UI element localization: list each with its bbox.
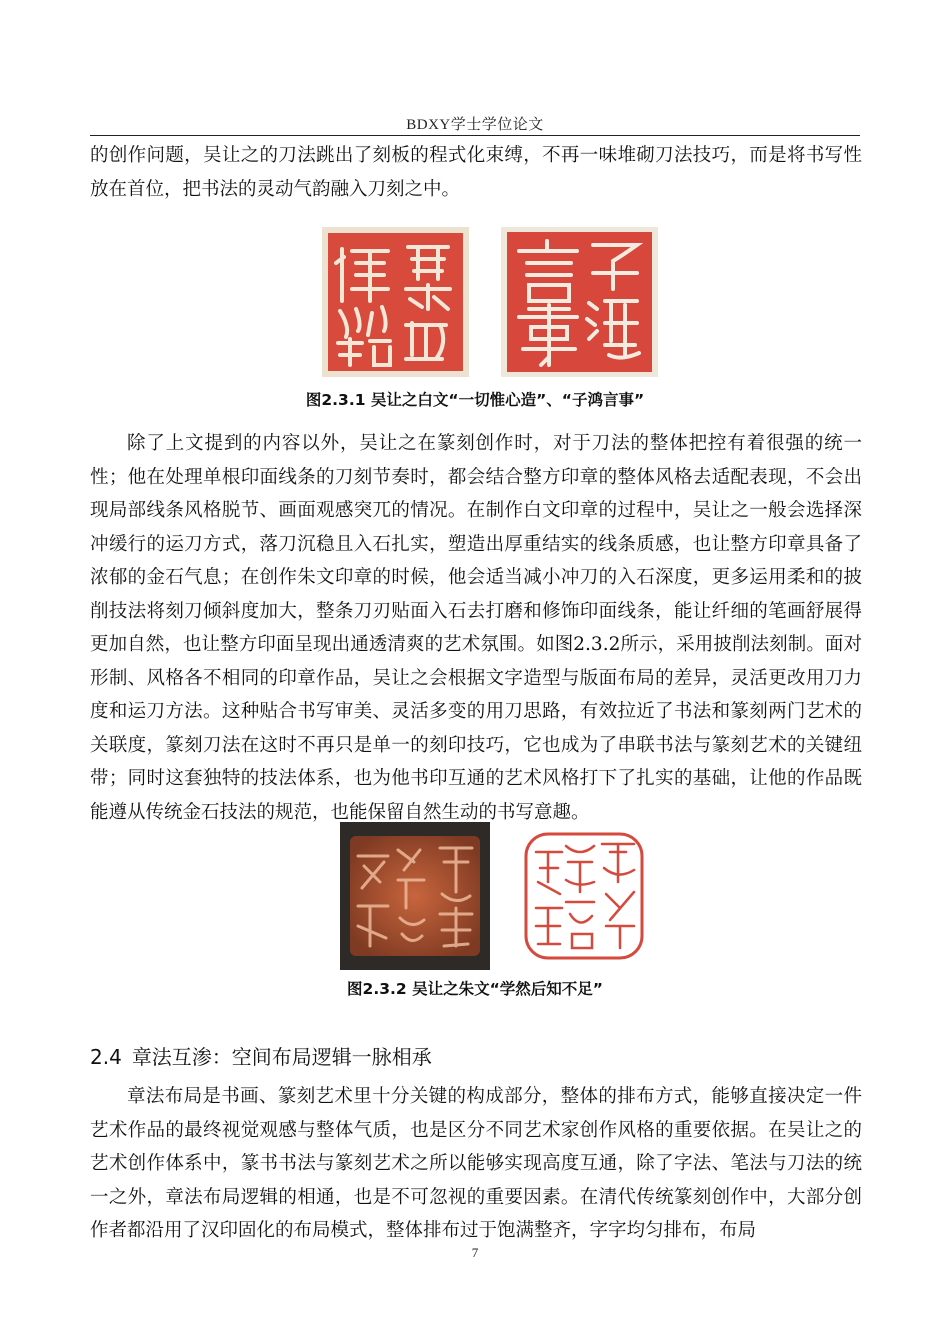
section-number: 2.4 xyxy=(90,1045,122,1069)
seal-stone-photo xyxy=(340,822,490,970)
seal-impression-xueran-houzhi-buzu xyxy=(510,822,657,970)
page-number: 7 xyxy=(471,1245,479,1260)
header-divider xyxy=(90,135,860,136)
running-header: BDXY学士学位论文 xyxy=(406,117,544,133)
figure-caption: 图2.3.2 吴让之朱文“学然后知不足” xyxy=(347,980,603,998)
figure-caption: 图2.3.1 吴让之白文“一切惟心造”、“子鸿言事” xyxy=(305,391,645,409)
seal-image-yiqie-weixin-zao xyxy=(322,227,469,377)
paragraph-continued: 的创作问题，吴让之的刀法跳出了刻板的程式化束缚，不再一味堆砌刀法技巧，而是将书写性放在首位，把书法的灵动气韵融入刀刻之中。 xyxy=(90,145,862,200)
section-heading xyxy=(90,1041,432,1070)
body-paragraph: 章法布局是书画、篆刻艺术里十分关键的构成部分，整体的排布方式，能够直接决定一件艺术作品的最终视觉观感与整体气质，也是区分不同艺术家创作风格的重要依据。在吴让之的艺术创作体系中，篆书书法与篆刻艺术之所以能够实现高度互通，除了字法、笔法与刀法的统一之外，章法布局逻辑的相通，也是不可忽视的重要因素。在清代传统篆刻创作中，大部分创作者都沿用了汉印固化的布局模式，整体排布过于饱满整齐，字字均匀排布，布局 xyxy=(90,1086,862,1241)
seal-image-zihong-yanshi xyxy=(501,227,658,377)
section-title: 章法互渗：空间布局逻辑一脉相承 xyxy=(131,1045,432,1069)
body-paragraph: 除了上文提到的内容以外，吴让之在篆刻创作时，对于刀法的整体把控有着很强的统一性；他在处理单根印面线条的刀刻节奏时，都会结合整方印章的整体风格去适配表现，不会出现局部线条风格脱节、画面观感突兀的情况。在制作白文印章的过程中，吴让之一般会选择深冲缓行的运刀方式，落刀沉稳且入石扎实，塑造出厚重结实的线条质感，也让整方印章具备了浓郁的金石气息；在创作朱文印章的时候，他会适当减小冲刀的入石深度，更多运用柔和的披削技法将刻刀倾斜度加大，整条刀刃贴面入石去打磨和修饰印面线条，能让纤细的笔画舒展得更加自然，也让整方印面呈现出通透清爽的艺术氛围。如图2.3.2所示，采用披削法刻制。面对形制、风格各不相同的印章作品，吴让之会根据文字造型与版面布局的差异，灵活更改用刀力度和运刀方法。这种贴合书写审美、灵活多变的用刀思路，有效拉近了书法和篆刻两门艺术的关联度，篆刻刀法在这时不再只是单一的刻印技巧，它也成为了串联书法与篆刻艺术的关键纽带；同时这套独特的技法体系，也为他书印互通的艺术风格打下了扎实的基础，让他的作品既能遵从传统金石技法的规范，也能保留自然生动的书写意趣。 xyxy=(90,433,862,823)
